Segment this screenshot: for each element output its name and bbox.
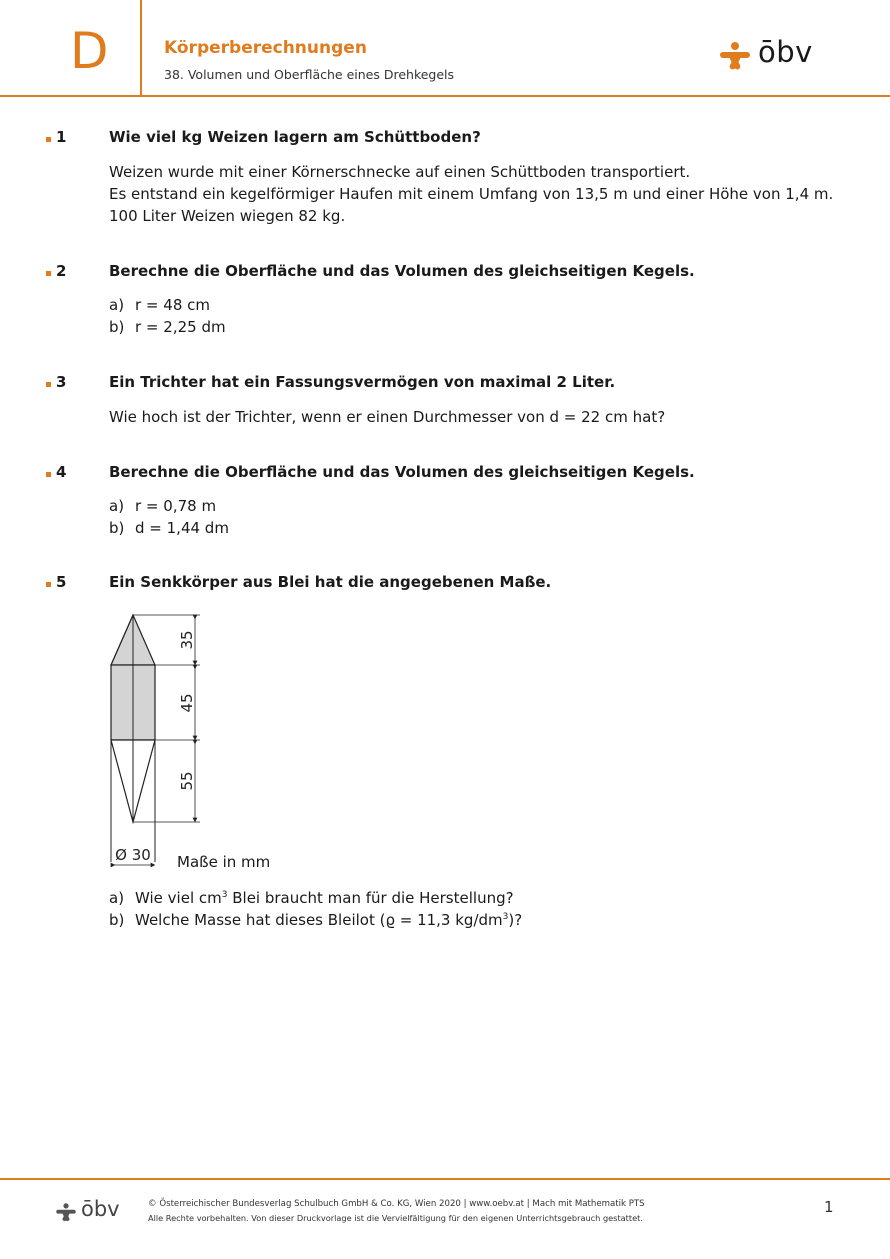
dim-label-middle: 45 bbox=[178, 693, 196, 713]
list-item: b) d = 1,44 dm bbox=[109, 519, 229, 537]
task-title: Berechne die Oberfläche und das Volumen des gleichseitigen Kegels. bbox=[109, 463, 695, 481]
oebv-logo bbox=[718, 35, 828, 78]
footer-divider bbox=[0, 1178, 890, 1180]
page-number: 1 bbox=[824, 1198, 834, 1216]
copyright-text: © Österreichischer Bundesverlag Schulbuch GmbH & Co. KG, Wien 2020 | www.oebv.at | Mach mit Mathematik PTS bbox=[148, 1199, 645, 1209]
task-title: Wie viel kg Weizen lagern am Schüttboden? bbox=[109, 128, 481, 146]
logo-text: ōbv bbox=[758, 35, 813, 69]
list-item: b) r = 2,25 dm bbox=[109, 318, 226, 336]
header-divider bbox=[140, 0, 142, 95]
task-body bbox=[109, 294, 226, 338]
task-number: 4 bbox=[46, 463, 66, 481]
dim-label-top: 35 bbox=[178, 630, 196, 650]
task-body bbox=[109, 161, 833, 227]
task-body bbox=[109, 495, 229, 539]
list-item: a) r = 48 cm bbox=[109, 296, 210, 314]
task-number: 1 bbox=[46, 128, 66, 146]
bullet-square-icon bbox=[46, 137, 51, 142]
footer-logo-text: ōbv bbox=[81, 1197, 120, 1221]
footer-logo bbox=[55, 1197, 135, 1225]
list-item: a) Wie viel $cm^3$ Blei braucht man für die Herstellung? bbox=[109, 889, 514, 907]
list-item: b) Welche Masse hat dieses Bleilot (ϱ = 11,3 $kg/dm^3$)? bbox=[109, 911, 523, 929]
dim-label-bottom: 55 bbox=[178, 771, 196, 791]
bullet-square-icon bbox=[46, 582, 51, 587]
text-line: Weizen wurde mit einer Körnerschnecke auf einen Schüttboden transportiert. bbox=[109, 163, 691, 181]
task-body bbox=[109, 406, 665, 428]
bullet-square-icon bbox=[46, 271, 51, 276]
dim-label-diameter: Ø 30 bbox=[115, 846, 151, 864]
list-item: a) r = 0,78 m bbox=[109, 497, 217, 515]
task-title: Ein Senkkörper aus Blei hat die angegebenen Maße. bbox=[109, 573, 552, 591]
text-line: 100 Liter Weizen wiegen 82 kg. bbox=[109, 207, 346, 225]
text-line: Es entstand ein kegelförmiger Haufen mit einem Umfang von 13,5 m und einer Höhe von 1,4 m. bbox=[109, 185, 834, 203]
task-title: Berechne die Oberfläche und das Volumen des gleichseitigen Kegels. bbox=[109, 262, 695, 280]
oebv-star-icon bbox=[55, 1202, 77, 1224]
sinker-diagram bbox=[100, 607, 260, 876]
bullet-square-icon bbox=[46, 472, 51, 477]
sinker-drawing bbox=[100, 607, 260, 872]
text-line: Wie hoch ist der Trichter, wenn er einen Durchmesser von d = 22 cm hat? bbox=[109, 408, 666, 426]
rights-text: Alle Rechte vorbehalten. Von dieser Druckvorlage ist die Vervielfältigung für den eigenen Unterrichtsgebrauch gestattet. bbox=[148, 1213, 643, 1223]
task-number: 5 bbox=[46, 573, 66, 591]
task-number: 3 bbox=[46, 373, 66, 391]
task-number: 2 bbox=[46, 262, 66, 280]
task-title: Ein Trichter hat ein Fassungsvermögen von maximal 2 Liter. bbox=[109, 373, 616, 391]
page-header bbox=[0, 0, 890, 97]
task-5-questions bbox=[109, 887, 522, 931]
figure-caption: Maße in mm bbox=[177, 853, 271, 871]
page-title: Körperberechnungen bbox=[164, 38, 367, 58]
oebv-star-icon bbox=[718, 40, 752, 74]
bullet-square-icon bbox=[46, 382, 51, 387]
chapter-letter: D bbox=[70, 22, 109, 80]
page-subtitle: 38. Volumen und Oberfläche eines Drehkegels bbox=[164, 67, 455, 82]
